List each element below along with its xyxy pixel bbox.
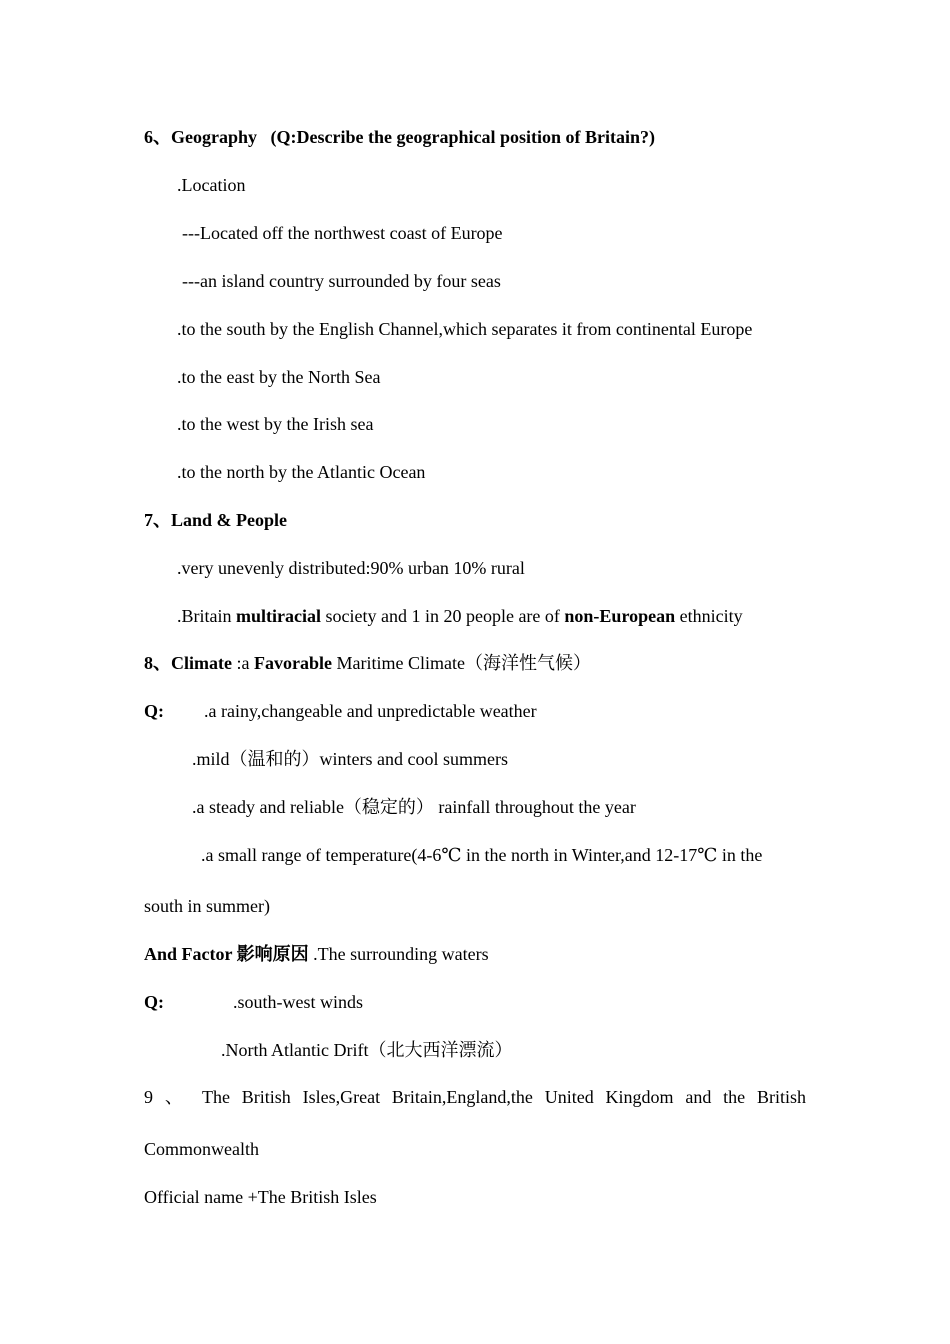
section-6-question: (Q:Describe the geographical position of Britain?) — [270, 127, 655, 147]
population-distribution: .very unevenly distributed:90% urban 10% rural — [177, 558, 525, 578]
section-8-number: 8、 — [144, 653, 171, 673]
section-7-heading — [144, 509, 287, 531]
ethnicity-text: .Britain — [177, 606, 236, 626]
climate-item: .mild（温和的）winters and cool summers — [192, 749, 508, 769]
section-8-text: Maritime Climate（海洋性气候） — [331, 653, 591, 673]
climate-item-temperature: .a small range of temperature(4-6℃ in the north in Winter,and 12-17℃ in the — [201, 845, 763, 865]
climate-item: .a rainy,changeable and unpredictable weather — [204, 701, 537, 721]
factor-label: And Factor 影响原因 — [144, 944, 309, 964]
section-8-favorable: Favorable — [253, 653, 332, 673]
section-8-heading — [144, 652, 591, 674]
ethnicity-bold-multiracial: multiracial — [236, 606, 321, 626]
section-6-title: Geography — [171, 127, 258, 147]
factor-item: .south-west winds — [233, 992, 363, 1012]
location-dot-item: .to the west by the Irish sea — [177, 414, 374, 434]
section-6-number: 6、 — [144, 127, 171, 147]
question-label: Q: — [144, 701, 164, 721]
ethnicity-text: ethnicity — [675, 606, 743, 626]
section-9-heading: 9 、 The British Isles,Great Britain,England,the United Kingdom and the British — [144, 1087, 806, 1107]
section-7-number: 7、 — [144, 510, 171, 530]
factor-item: .The surrounding waters — [308, 944, 489, 964]
ethnicity-text: society and 1 in 20 people are of — [320, 606, 565, 626]
section-9-heading-cont: Commonwealth — [144, 1139, 259, 1159]
location-dash-item: ---Located off the northwest coast of Europe — [182, 223, 503, 243]
section-8-text: :a — [231, 653, 254, 673]
location-dot-item: .to the east by the North Sea — [177, 367, 381, 387]
climate-item-temperature-cont: south in summer) — [144, 896, 270, 916]
section-7-title: Land & People — [171, 510, 288, 530]
location-dot-item: .to the south by the English Channel,which separates it from continental Europe — [177, 319, 753, 339]
official-name-line: Official name +The British Isles — [144, 1187, 377, 1207]
section-8-title: Climate — [171, 653, 232, 673]
factor-line — [144, 943, 489, 965]
ethnicity-line — [177, 605, 743, 627]
factor-item: .North Atlantic Drift（北大西洋漂流） — [221, 1040, 513, 1060]
climate-item: .a steady and reliable（稳定的） rainfall throughout the year — [192, 797, 636, 817]
location-dot-item: .to the north by the Atlantic Ocean — [177, 462, 426, 482]
question-label: Q: — [144, 992, 164, 1012]
location-label: .Location — [177, 175, 246, 195]
ethnicity-bold-non-european: non-European — [564, 606, 676, 626]
location-dash-item: ---an island country surrounded by four seas — [182, 271, 501, 291]
section-6-heading — [144, 126, 655, 148]
